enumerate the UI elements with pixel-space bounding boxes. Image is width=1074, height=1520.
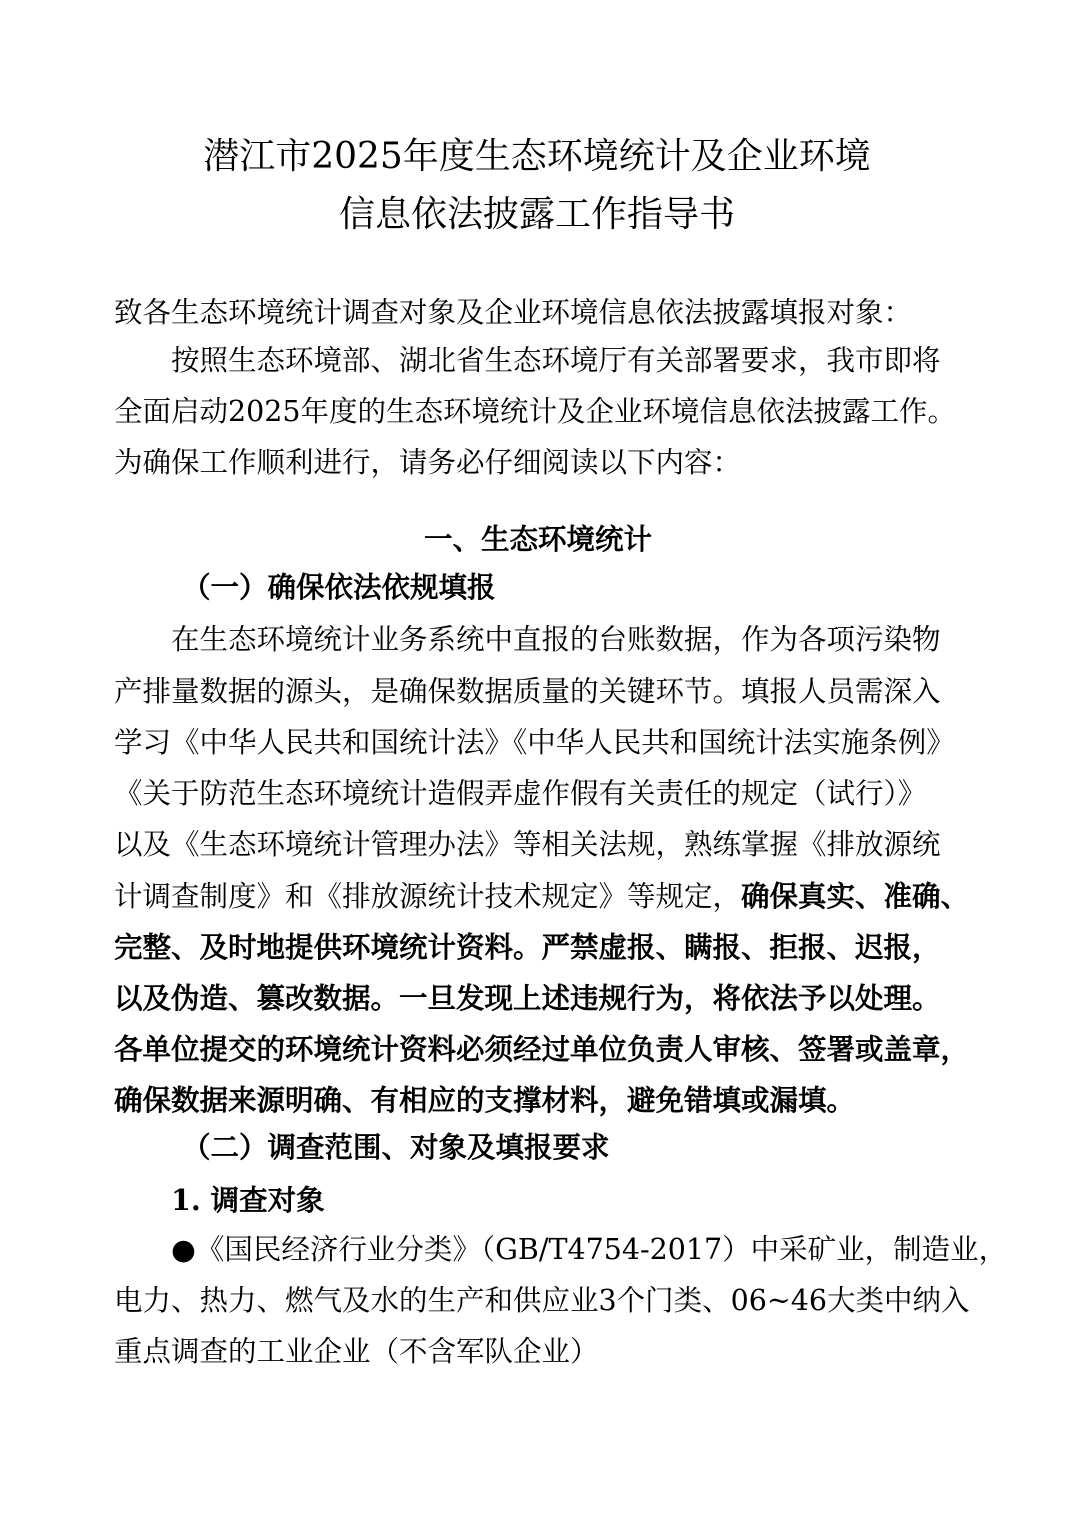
intro-line-2: 全面启动2025年度的生态环境统计及企业环境信息依法披露工作。 [114,395,957,428]
para1-line-6 [114,876,974,917]
para1-line-9: 各单位提交的环境统计资料必须经过单位负责人审核、签署或盖章， [114,1032,970,1066]
para1-line-8: 以及伪造、篡改数据。一旦发现上述违规行为，将依法予以处理。 [114,981,941,1015]
bullet1-line-2: 电力、热力、燃气及水的生产和供应业3个门类、06~46大类中纳入 [114,1284,970,1317]
bullet1-line-1-text: 《国民经济行业分类》（GB/T4754-2017）中采矿业，制造业， [195,1233,1008,1266]
subsection-heading-2: （二）调查范围、对象及填报要求 [182,1130,610,1164]
bullet1-line-1 [171,1230,1008,1270]
para1-line-10: 确保数据来源明确、有相应的支撑材料，避免错填或漏填。 [114,1083,856,1117]
para1-line-1: 在生态环境统计业务系统中直报的台账数据，作为各项污染物 [171,623,941,656]
para1-line-3: 学习《中华人民共和国统计法》《中华人民共和国统计法实施条例》 [114,726,955,759]
para1-line-5: 以及《生态环境统计管理办法》等相关法规，熟练掌握《排放源统 [114,828,941,861]
item-heading-1: 1. 调查对象 [171,1183,325,1217]
para1-line-6-bold: 确保真实、准确、 [741,879,970,913]
salutation: 致各生态环境统计调查对象及企业环境信息依法披露填报对象： [114,296,913,329]
bullet-icon: ● [171,1233,196,1266]
title-line-2: 信息依法披露工作指导书 [338,194,735,235]
intro-line-3: 为确保工作顺利进行，请务必仔细阅读以下内容： [114,446,742,479]
para1-line-6-normal: 计调查制度》和《排放源统计技术规定》等规定， [114,880,742,913]
intro-line-1: 按照生态环境部、湖北省生态环境厅有关部署要求，我市即将 [171,344,941,377]
title-line-1: 潜江市2025年度生态环境统计及企业环境 [203,136,871,177]
para1-line-4: 《关于防范生态环境统计造假弄虚作假有关责任的规定（试行）》 [114,777,927,810]
para1-line-2: 产排量数据的源头，是确保数据质量的关键环节。填报人员需深入 [114,675,941,708]
bullet1-line-3: 重点调查的工业企业（不含军队企业） [114,1335,599,1368]
document-title [0,128,1074,244]
para1-line-7: 完整、及时地提供环境统计资料。严禁虚报、瞒报、拒报、迟报， [114,930,941,964]
section-heading: 一、生态环境统计 [424,522,653,556]
subsection-heading-1: （一）确保依法依规填报 [182,570,496,604]
